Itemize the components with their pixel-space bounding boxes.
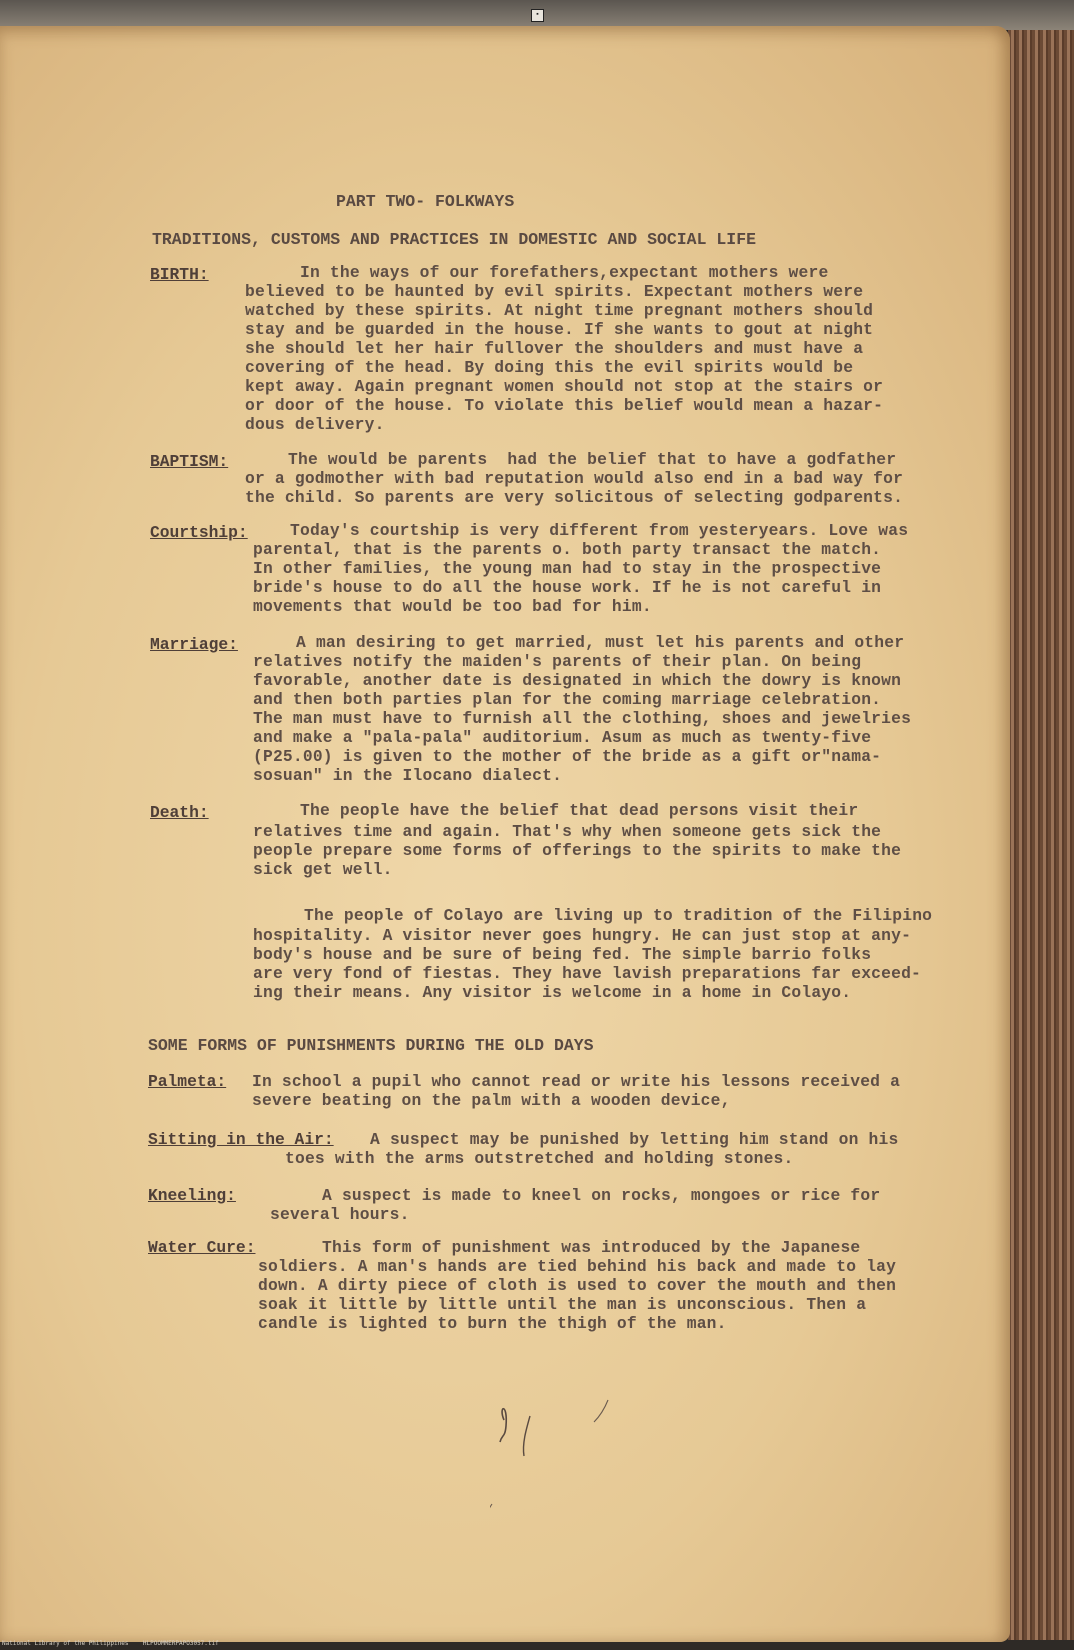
section-label-baptism: BAPTISM: <box>150 452 229 471</box>
kneeling-line: A suspect is made to kneel on rocks, mongoes or rice for <box>322 1186 881 1205</box>
baptism-line: The would be parents had the belief that to have a godfather <box>288 450 897 469</box>
birth-line: kept away. Again pregnant women should not stop at the stairs or <box>245 377 884 396</box>
birth-line: stay and be guarded in the house. If she wants to gout at night <box>245 320 874 339</box>
traditions-heading: TRADITIONS, CUSTOMS AND PRACTICES IN DOMESTIC AND SOCIAL LIFE <box>152 230 756 249</box>
section-label-death: Death: <box>150 803 209 822</box>
punishment-label-water-cure: Water Cure: <box>148 1238 256 1257</box>
section-label-courtship: Courtship: <box>150 523 248 542</box>
sitting-line: A suspect may be punished by letting him stand on his <box>370 1130 899 1149</box>
death-line: The people have the belief that dead persons visit their <box>300 801 859 820</box>
water-cure-line: This form of punishment was introduced by the Japanese <box>322 1238 861 1257</box>
courtship-line: movements that would be too bad for him. <box>253 597 652 616</box>
archive-footer-note: National Library of the Philippines HLPOOMMERPAPO3057.tif <box>2 1640 219 1647</box>
kneeling-line: several hours. <box>270 1205 410 1224</box>
marriage-line: A man desiring to get married, must let his parents and other <box>296 633 905 652</box>
courtship-line: bride's house to do all the house work. If he is not careful in <box>253 578 882 597</box>
water-cure-line: soldiers. A man's hands are tied behind his back and made to lay <box>258 1257 897 1276</box>
birth-line: she should let her hair fullover the shoulders and must have a <box>245 339 864 358</box>
document-page <box>0 26 1010 1642</box>
scan-marker-icon: ▪ <box>531 9 544 22</box>
section-label-birth: BIRTH: <box>150 265 209 284</box>
palmeta-line: severe beating on the palm with a wooden device, <box>252 1091 731 1110</box>
part-title: PART TWO- FOLKWAYS <box>336 192 515 211</box>
marriage-line: sosuan" in the Ilocano dialect. <box>253 766 563 785</box>
palmeta-line: In school a pupil who cannot read or write his lessons received a <box>252 1072 901 1091</box>
book-page-edges <box>1008 30 1074 1640</box>
water-cure-line: candle is lighted to burn the thigh of the man. <box>258 1314 727 1333</box>
baptism-line: or a godmother with bad reputation would also end in a bad way for <box>245 469 904 488</box>
marriage-line: favorable, another date is designated in which the dowry is known <box>253 671 902 690</box>
courtship-line: parental, that is the parents o. both party transact the match. <box>253 540 882 559</box>
marriage-line: The man must have to furnish all the clothing, shoes and jewelries <box>253 709 912 728</box>
birth-line: believed to be haunted by evil spirits. Expectant mothers were <box>245 282 864 301</box>
section-label-marriage: Marriage: <box>150 635 238 654</box>
marriage-line: and then both parties plan for the coming marriage celebration. <box>253 690 882 709</box>
hospitality-line: ing their means. Any visitor is welcome in a home in Colayo. <box>253 983 852 1002</box>
birth-line: covering of the head. By doing this the evil spirits would be <box>245 358 854 377</box>
birth-line: In the ways of our forefathers,expectant mothers were <box>300 263 829 282</box>
birth-line: dous delivery. <box>245 415 385 434</box>
hospitality-line: hospitality. A visitor never goes hungry. He can just stop at any- <box>253 926 912 945</box>
marriage-line: and make a "pala-pala" auditorium. Asum as much as twenty-five <box>253 728 872 747</box>
pencil-mark-icon <box>490 1386 640 1536</box>
courtship-line: In other families, the young man had to stay in the prospective <box>253 559 882 578</box>
baptism-line: the child. So parents are very solicitous of selecting godparents. <box>245 488 904 507</box>
death-line: people prepare some forms of offerings to the spirits to make the <box>253 841 902 860</box>
water-cure-line: down. A dirty piece of cloth is used to cover the mouth and then <box>258 1276 897 1295</box>
punishments-heading: SOME FORMS OF PUNISHMENTS DURING THE OLD DAYS <box>148 1036 594 1055</box>
hospitality-line: The people of Colayo are living up to tradition of the Filipino <box>304 906 933 925</box>
birth-line: or door of the house. To violate this belief would mean a hazar- <box>245 396 884 415</box>
death-line: relatives time and again. That's why when someone gets sick the <box>253 822 882 841</box>
water-cure-line: soak it little by little until the man is unconscious. Then a <box>258 1295 867 1314</box>
punishment-label-kneeling: Kneeling: <box>148 1186 236 1205</box>
punishment-label-palmeta: Palmeta: <box>148 1072 227 1091</box>
marriage-line: (P25.00) is given to the mother of the bride as a gift or"nama- <box>253 747 882 766</box>
punishment-label-sitting: Sitting in the Air: <box>148 1130 334 1149</box>
birth-line: watched by these spirits. At night time pregnant mothers should <box>245 301 874 320</box>
sitting-line: toes with the arms outstretched and holding stones. <box>285 1149 794 1168</box>
courtship-line: Today's courtship is very different from yesteryears. Love was <box>290 521 909 540</box>
marriage-line: relatives notify the maiden's parents of their plan. On being <box>253 652 862 671</box>
hospitality-line: are very fond of fiestas. They have lavish preparations far exceed- <box>253 964 922 983</box>
death-line: sick get well. <box>253 860 393 879</box>
hospitality-line: body's house and be sure of being fed. The simple barrio folks <box>253 945 872 964</box>
